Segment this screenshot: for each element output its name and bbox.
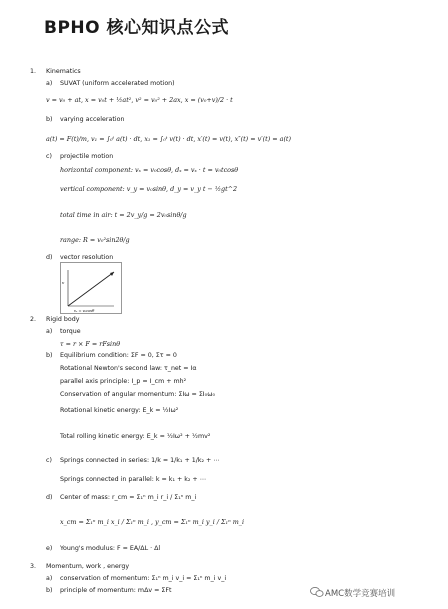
parallel-axis-principle: parallel axis principle: I_p = I_cm + mh²: [60, 378, 187, 385]
torque-formula: τ = r × F = rFsinθ: [60, 340, 121, 348]
sub-1b-number: b): [46, 116, 53, 123]
sub-1b-title: varying acceleration: [60, 116, 125, 123]
springs-series: Springs connected in series: 1/k = 1/k₁ + 1/k₂ + ⋯: [60, 457, 220, 464]
watermark: AMC数学竞赛培训: [325, 589, 396, 599]
vertical-component: vertical component: v_y = v₀sinθ, d_y = v_y t − ½gt^2: [60, 185, 238, 193]
diagram-label-vx: vₓ = v₀cosθ: [74, 309, 95, 313]
equilibrium-condition: Equilibrium condition: ΣF = 0, Στ = 0: [60, 352, 177, 359]
center-of-mass: Center of mass: r_cm = Σ₁ⁿ m_i r_i / Σ₁ⁿ m_i: [60, 494, 197, 501]
sub-2e-number: e): [46, 545, 53, 552]
springs-parallel: Springs connected in parallel: k = k₁ + k₂ + ⋯: [60, 476, 206, 483]
sub-2b-number: b): [46, 352, 53, 359]
center-of-mass-components: x_cm = Σ₁ⁿ m_i x_i / Σ₁ⁿ m_i , y_cm = Σ₁ⁿ m_i y_i / Σ₁ⁿ m_i: [60, 518, 245, 526]
section-1-number: 1.: [30, 68, 37, 75]
sub-3b-number: b): [46, 587, 53, 594]
conservation-of-momentum: conservation of momentum: Σ₁ⁿ m_i v_i = Σ₁ⁿ m_i v_i: [60, 575, 227, 582]
sub-2d-number: d): [46, 494, 53, 501]
section-2-title: Rigid body: [46, 316, 80, 323]
sub-1d-number: d): [46, 254, 53, 261]
rotational-kinetic-energy: Rotational kinetic energy: E_k = ½Iω²: [60, 407, 179, 414]
range-formula: range: R = v₀²sin2θ/g: [60, 236, 130, 244]
sub-3a-number: a): [46, 575, 53, 582]
sub-1c-title: projectile motion: [60, 153, 114, 160]
section-2-number: 2.: [30, 316, 37, 323]
diagram-label-vy: v: [62, 280, 65, 285]
sub-1a-number: a): [46, 80, 53, 87]
varying-acceleration-equations: a(t) = F(t)/m, v₁ = ∫₀ᵗ a(t) · dt, x₁ = ∫₀ᵗ v(t) · dt, x′(t) = v(t), x″(t) = v′(t) = a(t): [46, 135, 291, 143]
page-title: BPHO 核心知识点公式: [44, 18, 230, 38]
suvat-equations: v = v₀ + at, x = v₀t + ½at², v² = v₀² + 2ax, x = (v₀+v)/2 · t: [46, 96, 233, 104]
principle-of-momentum: principle of momentum: mΔv = ΣFt: [60, 587, 172, 594]
section-3-number: 3.: [30, 563, 37, 570]
section-3-title: Momentum, work , energy: [46, 563, 130, 570]
section-1-title: Kinematics: [46, 68, 81, 75]
rotational-newton-law: Rotational Newton's second law: τ_net = Iα: [60, 365, 197, 372]
sub-1d-title: vector resolution: [60, 254, 114, 261]
wechat-icon: [310, 586, 324, 598]
sub-2c-number: c): [46, 457, 52, 464]
total-time-in-air: total time in air: t = 2v_y/g = 2v₀sinθ/g: [60, 211, 187, 219]
sub-1c-number: c): [46, 153, 52, 160]
sub-2a-title: torque: [60, 328, 81, 335]
angular-momentum-conservation: Conservation of angular momentum: ΣIω = ΣI₀ω₀: [60, 391, 215, 398]
sub-2a-number: a): [46, 328, 53, 335]
rolling-kinetic-energy: Total rolling kinetic energy: E_k = ½Iω² + ½mv²: [60, 433, 211, 440]
vector-resolution-diagram: [60, 262, 122, 314]
youngs-modulus: Young's modulus: F = EA/ΔL · Δl: [60, 545, 161, 552]
horizontal-component: horizontal component: vₓ = v₀cosθ, dₓ = vₓ · t = v₀tcosθ: [60, 166, 239, 174]
sub-1a-title: SUVAT (uniform accelerated motion): [60, 80, 175, 87]
